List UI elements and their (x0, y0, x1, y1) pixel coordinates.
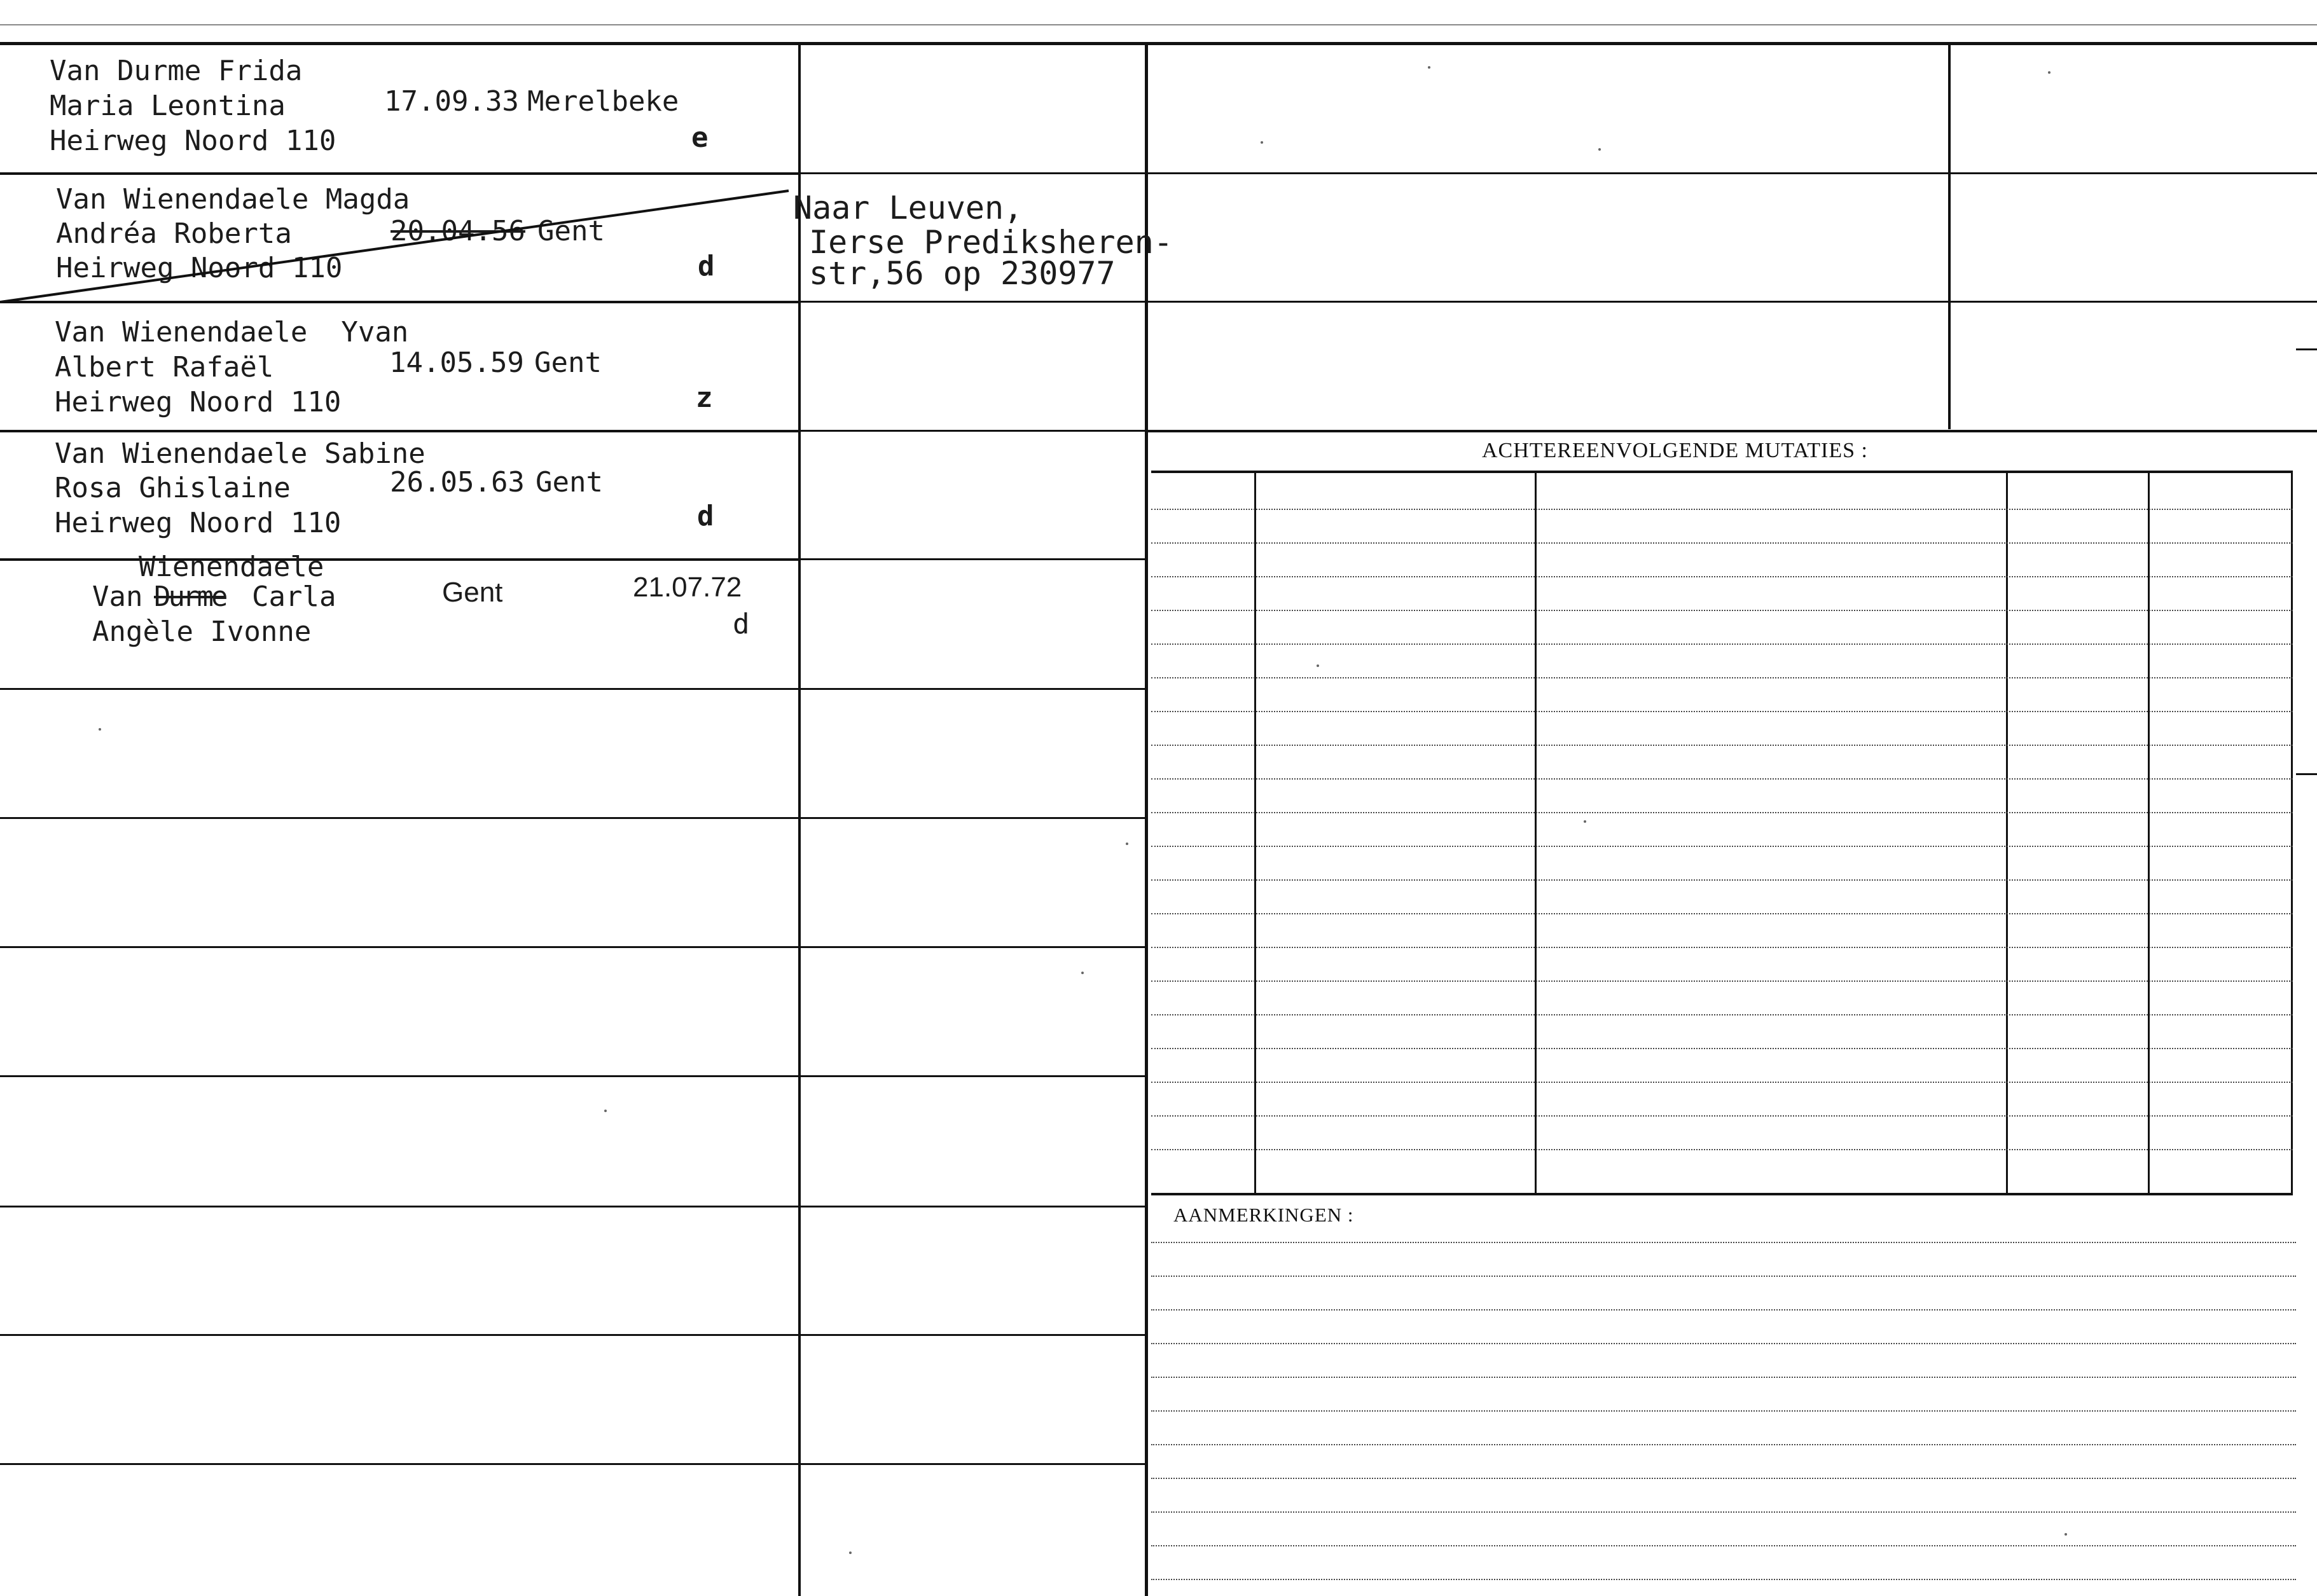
mutaties-header: ACHTEREENVOLGENDE MUTATIES : (1482, 439, 1868, 462)
birth-place: Gent (537, 215, 605, 247)
remark-line-1: Naar Leuven, (793, 189, 1023, 226)
mutaties-line (1151, 677, 2293, 678)
mutaties-col-rule (1254, 472, 1256, 1194)
aanmerkingen-line (1151, 1309, 2296, 1311)
mutaties-line (1151, 610, 2293, 611)
mutaties-col-rule (2148, 472, 2150, 1194)
row-line (0, 817, 799, 819)
person-given-names: Maria Leontina (50, 90, 286, 122)
mutaties-col-rule (2291, 472, 2293, 1194)
margin-tick (2296, 773, 2317, 775)
person-name-prefix: Van (92, 581, 143, 613)
aanmerkingen-line (1151, 1545, 2296, 1546)
mutaties-col-rule (1535, 472, 1537, 1194)
person-address: Heirweg Noord 110 (55, 507, 342, 539)
row-line (799, 558, 1146, 560)
row-line (799, 817, 1146, 819)
aanmerkingen-line (1151, 1242, 2296, 1243)
row-line (799, 172, 1146, 174)
mutaties-line (1151, 643, 2293, 645)
remark-line-3: str,56 op 230977 (809, 255, 1116, 292)
mutaties-line (1151, 1149, 2293, 1150)
mutaties-line (1151, 812, 2293, 813)
row-line (799, 1206, 1146, 1207)
birth-date: 20.04.56 (391, 215, 525, 247)
status-mark: d (697, 500, 714, 532)
mutaties-line (1151, 1082, 2293, 1083)
row-line (799, 1463, 1146, 1465)
scan-speck (1598, 148, 1601, 151)
row-line (799, 430, 1146, 432)
scan-speck (2048, 71, 2051, 74)
birth-date: 17.09.33 (384, 85, 519, 118)
scan-speck (99, 728, 101, 731)
aanmerkingen-header: AANMERKINGEN : (1173, 1204, 1354, 1226)
scan-speck (1126, 843, 1128, 845)
status-mark: d (733, 608, 750, 640)
person-given-names: Andréa Roberta (56, 217, 292, 250)
row-line (799, 301, 1146, 303)
row-line (799, 1334, 1146, 1336)
row-line (799, 1075, 1146, 1077)
person-address: Heirweg Noord 110 (56, 252, 343, 284)
mutaties-line (1151, 509, 2293, 510)
person-name-struck: Durme (154, 581, 226, 613)
mutaties-line (1151, 745, 2293, 746)
row-line (1147, 301, 2317, 303)
mutaties-line (1151, 846, 2293, 847)
person-name: Van Wienendaele Magda (56, 183, 410, 216)
scan-speck (1261, 141, 1263, 144)
mutaties-line (1151, 778, 2293, 780)
birth-place: Gent (536, 466, 603, 499)
mutaties-line (1151, 542, 2293, 544)
person-address: Heirweg Noord 110 (50, 125, 336, 157)
mutaties-line (1151, 879, 2293, 881)
aanmerkingen-line (1151, 1478, 2296, 1479)
person-address: Heirweg Noord 110 (55, 386, 342, 418)
status-mark: z (696, 382, 713, 414)
person-given-names: Angèle Ivonne (92, 616, 312, 648)
aanmerkingen-line (1151, 1377, 2296, 1378)
column-rule-2 (1145, 45, 1148, 1596)
column-rule-3 (1948, 45, 1951, 429)
birth-date: 14.05.59 (389, 347, 524, 379)
mutaties-line (1151, 913, 2293, 914)
row-line (0, 1206, 799, 1207)
scan-speck (849, 1551, 852, 1554)
birth-date: 26.05.63 (390, 466, 525, 499)
scan-speck (1317, 664, 1319, 667)
status-mark: d (698, 250, 715, 282)
mutaties-col-rule (2006, 472, 2008, 1194)
mutaties-line (1151, 1048, 2293, 1049)
person-name: Van Wienendaele Sabine (55, 437, 425, 470)
mutaties-top-rule (1151, 471, 2293, 473)
mutaties-line (1151, 1115, 2293, 1117)
mutaties-line (1151, 1014, 2293, 1015)
strike-through-line (0, 0, 827, 318)
mutaties-line (1151, 576, 2293, 577)
mutaties-line (1151, 711, 2293, 712)
scan-speck (604, 1110, 607, 1112)
row-line (0, 558, 799, 561)
row-line (1147, 430, 2317, 432)
person-given-names: Rosa Ghislaine (55, 472, 291, 504)
row-line (0, 688, 799, 690)
row-line (0, 1334, 799, 1336)
row-line (0, 946, 799, 948)
row-line (1147, 172, 2317, 174)
row-line (799, 946, 1146, 948)
person-name: Van Wienendaele Yvan (55, 316, 409, 348)
aanmerkingen-line (1151, 1511, 2296, 1513)
status-mark: e (691, 121, 709, 154)
row-line (0, 1075, 799, 1077)
row-line (0, 1463, 799, 1465)
row-line (0, 430, 799, 432)
row-line (799, 688, 1146, 690)
birth-place: Gent (534, 347, 602, 379)
aanmerkingen-line (1151, 1410, 2296, 1412)
scan-speck (1428, 66, 1430, 69)
aanmerkingen-line (1151, 1343, 2296, 1344)
birth-place: Gent (442, 577, 503, 608)
person-name: Van Durme Frida (50, 55, 303, 87)
mutaties-line (1151, 980, 2293, 982)
mutaties-bottom-rule (1151, 1193, 2293, 1195)
scan-speck (2065, 1533, 2067, 1536)
birth-place: Merelbeke (527, 85, 679, 118)
name-correction: Wienendaele (139, 551, 324, 583)
person-first-name: Carla (252, 581, 336, 613)
person-given-names: Albert Rafaël (55, 351, 274, 383)
birth-date: 21.07.72 (633, 572, 742, 603)
remark-line-2: Ierse Prediksheren- (809, 224, 1173, 261)
scan-speck (1584, 820, 1586, 823)
aanmerkingen-line (1151, 1276, 2296, 1277)
mutaties-line (1151, 947, 2293, 948)
aanmerkingen-line (1151, 1444, 2296, 1445)
aanmerkingen-line (1151, 1579, 2296, 1580)
margin-tick (2296, 348, 2317, 350)
scan-speck (1081, 972, 1084, 974)
